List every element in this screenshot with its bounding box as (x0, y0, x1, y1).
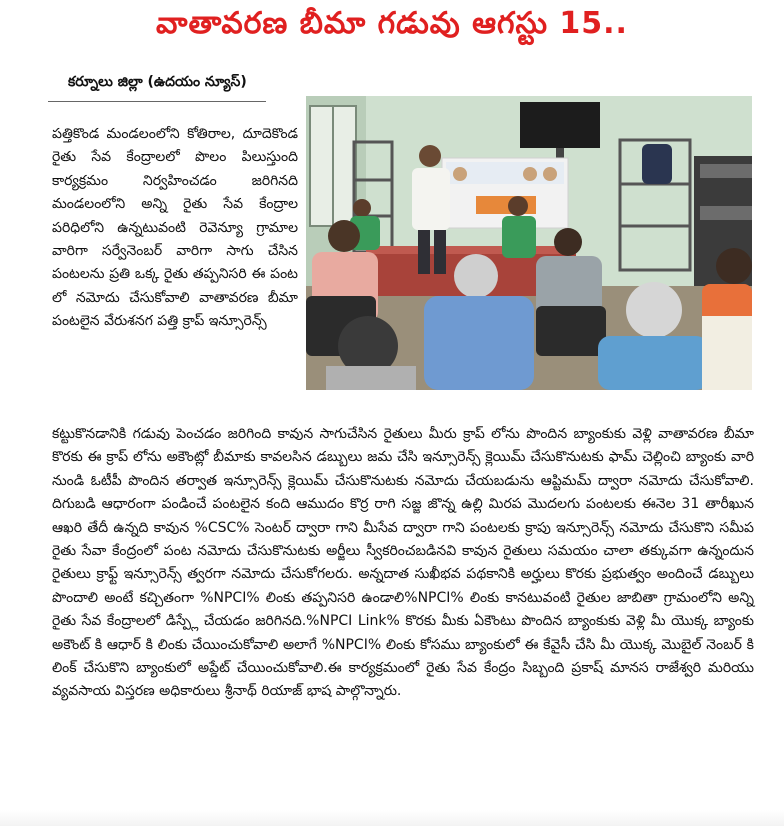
byline-divider (48, 101, 266, 102)
body-text: కట్టుకొనడానికి గడువు పెంచడం జరిగింది కావున సాగుచేసిన రైతులు మీరు క్రాప్ లోను పొందిన బ్యాంకుకు వెళ్లి వాతావరణ బీమా కొరకు ఈ క్రాప్ లోను అకౌంట్లో బీమాకు కావలసిన డబ్బులు జమ చేసి ఇన్సూరెన్స్ క్లెయిమ్ చేసుకొనుటకు ఫామ్ చెల్లించి బ్యాంకు వారి నుండి ఓటీపీ పొందిన తర్వాత ఇన్సూరెన్స్ క్లెయిమ్ చేసుకొనుటకు నమోదు చేయబడును ఆప్టిమమ్ ద్వారా నమోదు చేసుకోవాలి. దిగుబడి ఆధారంగా పండించే పంటలైన కంది ఆముదం కొర్ర రాగి సజ్జ జొన్న ఉల్లి మిరప మొదలగు పంటలకు ఈనెల 31 తారీఖున ఆఖరి తేదీ ఉన్నది కావున %CSC% సెంటర్ ద్వారా గాని మీసేవ ద్వారా గాని పంటలకు క్రాపు ఇన్సూరెన్స్ నమోదు చేసుకొని సమీప రైతు సేవా కేంద్రంలో పంట నమోదు చేసుకొనుటకు అర్జీలు స్వీకరించబడినవి కావున రైతులు సమయం చాలా తక్కువగా ఉన్నందున రైతులు క్రాఫ్ట్ ఇన్సూరెన్స్ త్వరగా నమోదు చేసుకోగలరు. అన్నదాత సుఖీభవ పథకానికి అర్హులు కొరకు ప్రభుత్వం అందించే డబ్బులు పొందాలి అంటే కచ్చితంగా %NPCI% లింకు తప్పనిసరి ఉండాలి%NPCI% లింకు కానటువంటి రైతుల జాబితా గ్రామంలోని అన్ని రైతు సేవ కేంద్రాలలో డిస్ప్లే చేయడం జరిగినది.%NPCI Link% కొరకు మీకు ఏకౌంటు పొందిన బ్యాంకుకు వెళ్లి మీ యొక్క బ్యాంకు అకౌంట్ కి ఆధార్ కి లింకు చేయించుకోవాలి అలాగే %NPCI% లింకు కోసము బ్యాంకులో ఈ కేవైసీ చేసి మీ యొక్క మొబైల్ నెంబర్ కి లింక్ చేసుకొని బ్యాంకులో అప్డేట్ చేయించుకోవాలి.ఈ కార్యక్రమంలో రైతు సేవ కేంద్రం సిబ్బంది ప్రకాష్ మానస రాజేశ్వరి మరియు వ్యవసాయ విస్తరణ అధికారులు శ్రీనాథ్ రియాజ్ భాష పాల్గొన్నారు. (52, 426, 754, 700)
headline: వాతావరణ బీమా గడువు ఆగస్టు 15.. (156, 6, 628, 41)
byline: కర్నూలు జిల్లా (ఉదయం న్యూస్) (68, 74, 247, 90)
page-edge (0, 810, 784, 826)
lead-text: పత్తికొండ మండలంలోని కోతిరాల, దూదెకొండ రైతు సేవ కేంద్రాలలో పొలం పిలుస్తుంది కార్యక్రమం నిర్వహించడం జరిగినది మండలంలోని అన్ని రైతు సేవ కేంద్రాల పరిధిలోని ఉన్నటువంటి రెవెన్యూ గ్రామాల వారిగా సర్వేనెంబర్ వారిగా సాగు చేసిన పంటలను ప్రతి ఒక్క రైతు తప్పనిసరి ఈ పంట లో నమోదు చేసుకోవాలి వాతావరణ బీమా పంటలైన వేరుశనగ పత్తి క్రాప్ ఇన్సూరెన్స్ (52, 126, 298, 330)
meeting-photo (306, 96, 752, 390)
lead-paragraph (52, 123, 298, 334)
body-paragraph (52, 423, 754, 704)
